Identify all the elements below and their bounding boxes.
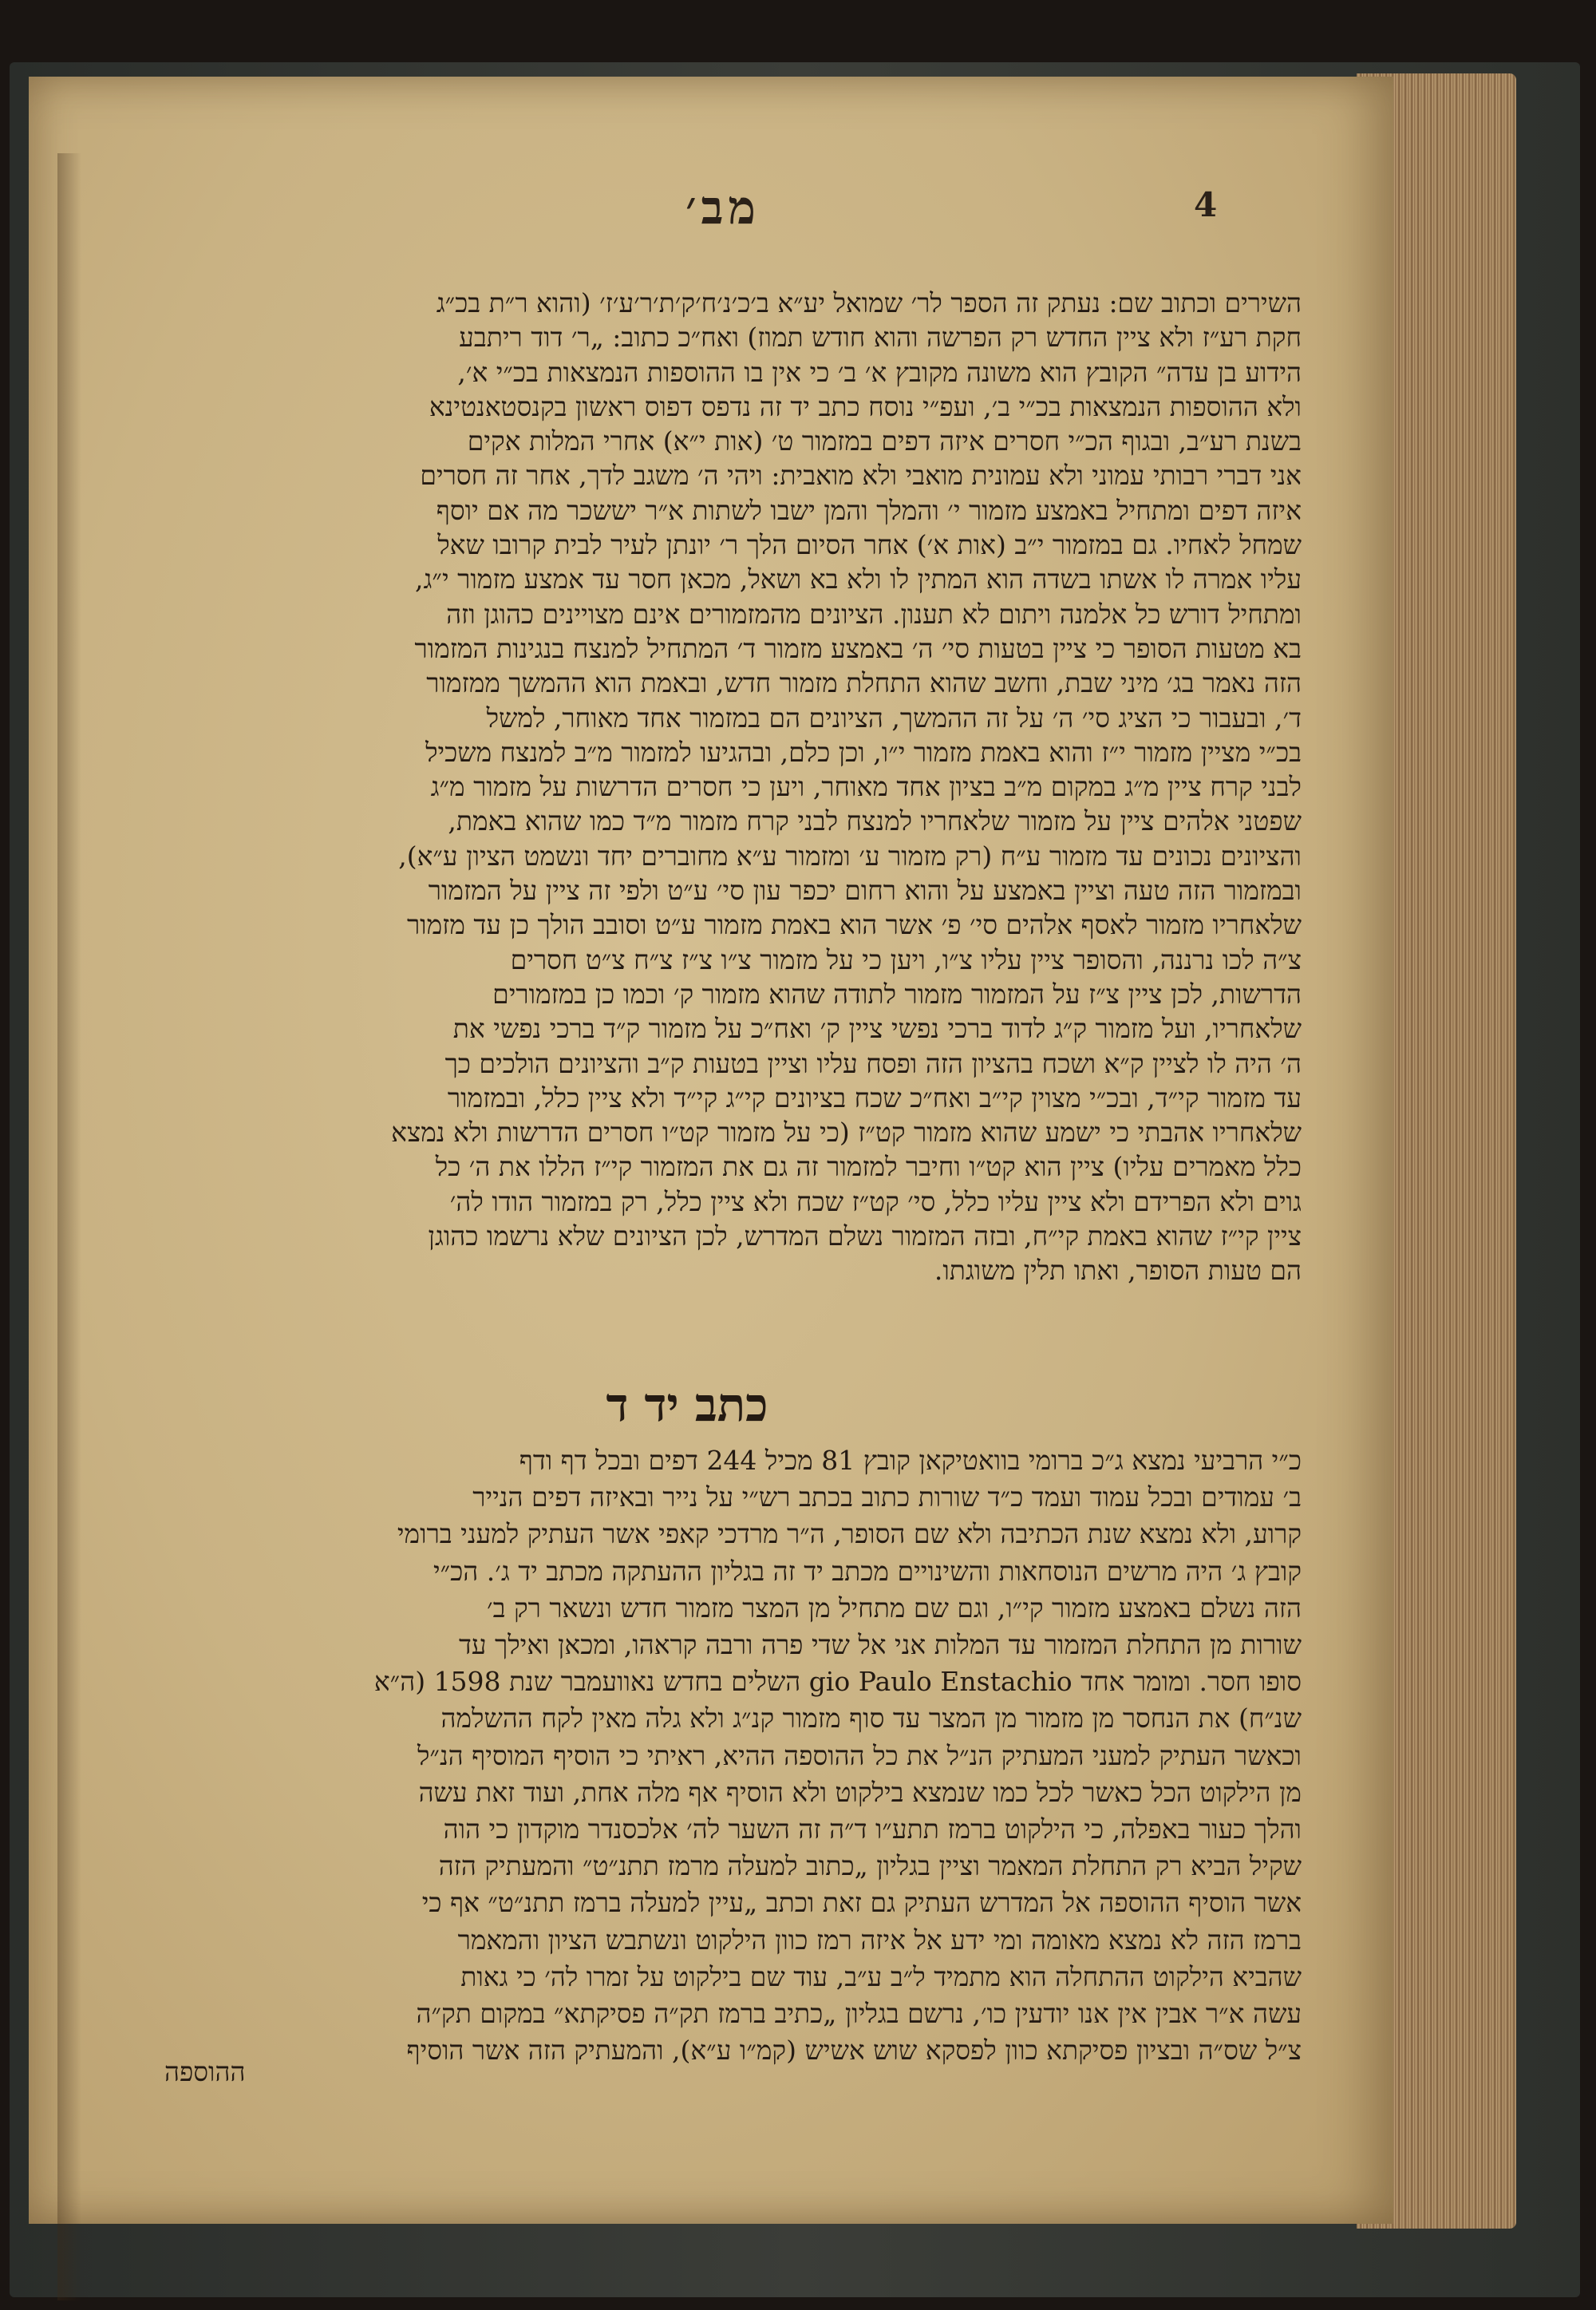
text-line: גוים ולא הפרידם ולא ציין עליו כלל, סי׳ קט״ז שכח ולא ציין כלל, רק במזמור הודו לה׳ [449, 1185, 1302, 1217]
text-line: אשר הוסיף ההוספה אל המדרש העתיק גם זאת וכתב „עיין למעלה ברמז תתנ״ט״ אף כי [421, 1887, 1302, 1919]
text-line: ומתחיל דורש כל אלמנה ויתום לא תענון. הציונים מהמזמורים אינם מצויינים כהוגן וזה [446, 598, 1302, 630]
text-line: השירים וכתוב שם: נעתק זה הספר לר׳ שמואל יע״א ב׳כ׳נ׳ח׳ק׳ת׳ר׳ע׳ז׳ (והוא ר״ת בכ״ג [436, 287, 1302, 318]
text-line: והלך כעור באפלה, כי הילקוט ברמז תתע״ו ד״ה זה השער לה׳ אלכסנדר מוקדון כי הוה [443, 1814, 1302, 1845]
text-line: שלאחריו מזמור לאסף אלהים סי׳ פ׳ אשר הוא באמת מזמור ע״ט וסובב הולך כן עד מזמור [406, 909, 1302, 941]
text-line: ולא ההוספות הנמצאות בכ״י ב׳, ועפ״י נוסח כתב יד זה נדפס דפוס ראשון בקנסטאנטינא [429, 390, 1302, 422]
header-title: מב׳ [685, 180, 760, 235]
text-line: בא מטעות הסופר כי ציין בטעות סי׳ ה׳ באמצע מזמור ד׳ המתחיל למנצח בנגינות המזמור [414, 632, 1302, 664]
text-line: אני דברי רבותי עמוני ולא עמונית מואבי ולא מואבית: ויהי ה׳ משגב לדך, אחר זה חסרים [420, 460, 1302, 492]
page-number: 4 [1194, 185, 1218, 224]
text-line: שורות מן התחלת המזמור עד המלות אני אל שדי פרה ורבה קראהו, ומכאן ואילך עד [458, 1629, 1302, 1661]
text-line: בשנת רע״ב, ובגוף הכ״י חסרים איזה דפים במזמור ט׳ (אות י״א) אחרי המלות אקים [467, 425, 1302, 457]
catchword: ההוספה [164, 2056, 246, 2087]
text-line: מן הילקוט הכל כאשר לכל כמו שנמצא בילקוט ולא הוסיף אף מלה אחת, ועוד זאת עשה [418, 1776, 1302, 1808]
running-header [29, 180, 1393, 252]
text-line: שקיל הביא רק התחלת המאמר וציין בגליון „כתוב למעלה מרמז תתנ״ט״ והמעתיק הזה [438, 1850, 1302, 1882]
text-line: ציין קי״ז שהוא באמת קי״ח, ובזה המזמור נשלם המדרש, לכן הציונים שלא נרשמו כהוגן [428, 1220, 1302, 1252]
text-line: כלל מאמרים עליו) ציין הוא קט״ו וחיבר למזמור זה גם את המזמור קי״ז הללו את ה׳ כל [435, 1151, 1302, 1183]
text-line: וכאשר העתיק למעני המעתיק הנ״ל את כל ההוספה ההיא, ראיתי כי הוסיף המוסיף הנ״ל [417, 1739, 1302, 1771]
text-line: חקת רע״ז ולא ציין החדש רק הפרשה והוא חודש תמוז) ואח״כ כתוב: „ר׳ דוד ריתבע [459, 322, 1302, 354]
text-line: בכ״י מציין מזמור י״ז והוא באמת מזמור י״ו, וכן כלם, ובהגיעו למזמור מ״ב למנצח משכיל [425, 736, 1302, 768]
text-line: הזה נאמר בג׳ מיני שבת, וחשב שהוא התחלת מזמור חדש, ובאמת הוא ההמשך ממזמור [426, 667, 1302, 699]
text-line: ובמזמור הזה טעה וציין באמצע על והוא רחום יכפר עון סי׳ ע״ט ולפי זה ציין על המזמור [428, 875, 1302, 907]
text-line: שמחל לאחיו. גם במזמור י״ב (אות א׳) אחר הסיום הלך ר׳ יונתן לעיר לבית קרובו שאל [437, 529, 1302, 561]
text-line: שלאחריו, ועל מזמור ק״ג לדוד ברכי נפשי ציין ק׳ ואח״כ על מזמור ק״ד ברכי נפשי את [452, 1013, 1302, 1045]
text-line: שנ״ח) את הנחסר מן מזמור מן המצר עד סוף מזמור קנ״ג ולא גלה מאין לקח ההשלמה [440, 1703, 1302, 1734]
text-line: לבני קרח ציין מ״ג במקום מ״ב בציון אחד מאוחר, ויען כי חסרים הדרשות על מזמור מ״ג [430, 771, 1302, 803]
text-line: שפטני אלהים ציין על מזמור שלאחריו למנצח לבני קרח מזמור מ״ד כמו שהוא באמת, [448, 805, 1302, 837]
text-line: עשה א״ר אבין אין אנו יודעין כו׳, נרשם בגליון „כתיב ברמז תק״ה פסיקתא״ במקום תק״ה [416, 1998, 1302, 2030]
text-line: עליו אמרה לו אשתו בשדה הוא המתין לו ולא בא ושאל, מכאן חסר עד אמצע מזמור י״ג, [415, 564, 1302, 595]
text-line: והציונים נכונים עד מזמור ע״ח (רק מזמור ע׳ ומזמור ע״א מחוברים יחד ונשמט הציון ע״א), [398, 840, 1302, 872]
text-line: הידוע בן עדה״ הקובץ הוא משונה מקובץ א׳ ב׳ כי אין בו ההוספות הנמצאות בכ״י א׳, [457, 356, 1302, 388]
text-line: ד׳, ובעבור כי הציג סי׳ ה׳ על זה ההמשך, הציונים הם במזמור אחד מאוחר, למשל [486, 702, 1302, 734]
text-line: קובץ ג׳ היה מרשים הנוסחאות והשינויים מכתב יד זה בגליון ההעתקה מכתב יד ג׳. הכ״י [433, 1555, 1302, 1587]
text-line: סופו חסר. ומומר אחד gio Paulo Enstachio השלים בחדש נאוועמבר שנת 1598 (ה״א [373, 1666, 1302, 1698]
text-line: שהביא הילקוט ההתחלה הוא מתמיד ל״ב ע״ב, עוד שם בילקוט על זמרו לה׳ כי גאות [460, 1960, 1302, 1992]
text-line: איזה דפים ומתחיל באמצע מזמור י׳ והמלך והמן ישבו לשתות א״ר יששכר מה אם יוסף [436, 494, 1302, 526]
text-line: ב׳ עמודים ובכל עמוד ועמד כ״ד שורות כתוב בכתב רש״י על נייר ובאיזה דפים הנייר [472, 1481, 1302, 1513]
text-line: שלאחריו אהבתי כי ישמע שהוא מזמור קט״ז (כי על מזמור קט״ו חסרים הדרשות ולא נמצא [391, 1117, 1302, 1149]
spine-shadow [57, 153, 81, 2300]
paragraph-manuscript-description [101, 286, 1302, 1288]
text-line: ברמז הזה לא נמצא מאומה ומי ידע אל איזה רמז כוון הילקוט ונשתבש הציון והמאמר [457, 1924, 1302, 1956]
text-line: כ״י הרביעי נמצא ג״כ ברומי בוואטיקאן קובץ 81 מכיל 244 דפים ובכל דף ודף [519, 1445, 1302, 1476]
section-heading: כתב יד ד [606, 1378, 768, 1432]
text-line: עד מזמור קי״ד, ובכ״י מצוין קי״ב ואח״כ שכח בציונים קי״ג קי״ד ולא ציין כלל, ובמזמור [447, 1082, 1302, 1113]
text-line: הזה נשלם באמצע מזמור קי״ו, וגם שם מתחיל מן המצר מזמור חדש ונשאר רק ב׳ [486, 1592, 1302, 1624]
text-line: ה׳ היה לו לציין ק״א ושכח בהציון הזה ופסח עליו וציין בטעות ק״ב והציונים הולכים כך [444, 1047, 1302, 1079]
book-page [29, 77, 1393, 2224]
text-line: צ״ל שס״ה ובציון פסיקתא כוון לפסקא שוש אשיש (קמ״ו ע״א), והמעתיק הזה אשר הוסיף [406, 2035, 1302, 2067]
text-line: קרוע, ולא נמצא שנת הכתיבה ולא שם הסופר, ה״ר מרדכי קאפי אשר העתיק למעני ברומי [397, 1518, 1302, 1550]
text-line: הם טעות הסופר, ואתו תלין משוגתו. [934, 1255, 1302, 1287]
text-line: צ״ה לכו נרננה, והסופר ציין עליו צ״ו, ויען כי על מזמור צ״ו צ״ז צ״ח צ״ט חסרים [510, 943, 1302, 975]
text-line: הדרשות, לכן ציין צ״ז על המזמור מזמור לתודה שהוא מזמור ק׳ וכמו כן במזמורים [492, 978, 1302, 1010]
paragraph-manuscript-d [101, 1442, 1302, 2069]
